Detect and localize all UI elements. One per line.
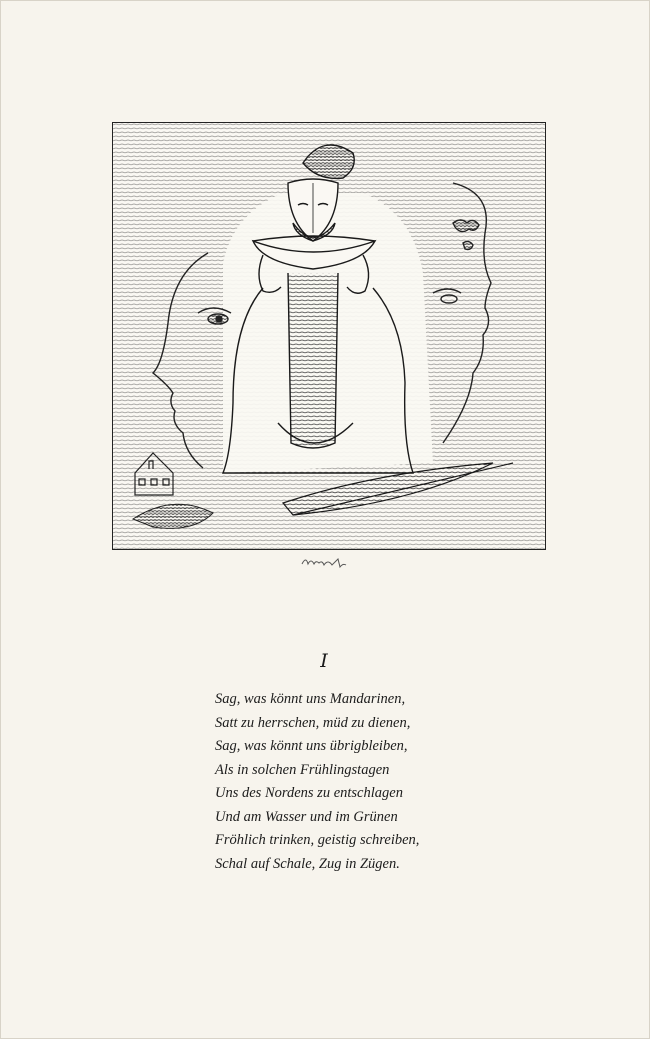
poem-section (0, 650, 650, 876)
poem-line: Und am Wasser und im Grünen (215, 808, 398, 825)
poem-line: Als in solchen Frühlingstagen (215, 761, 390, 778)
poem-line: Satt zu herrschen, müd zu dienen, (215, 714, 411, 731)
poem-line: Uns des Nordens zu entschlagen (215, 785, 403, 801)
engraving-illustration (112, 122, 546, 550)
poem-line: Fröhlich trinken, geistig schreiben, (215, 832, 420, 848)
poem-line: Sag, was könnt uns Mandarinen, (215, 691, 406, 707)
artist-signature (300, 554, 352, 568)
poem-line: Sag, was könnt uns übrigbleiben, (215, 738, 408, 754)
poem-numeral: I (320, 650, 328, 672)
poem-line: Schal auf Schale, Zug in Zügen. (215, 855, 400, 872)
poem-stanza (215, 688, 650, 876)
engraving-artwork (113, 123, 545, 549)
